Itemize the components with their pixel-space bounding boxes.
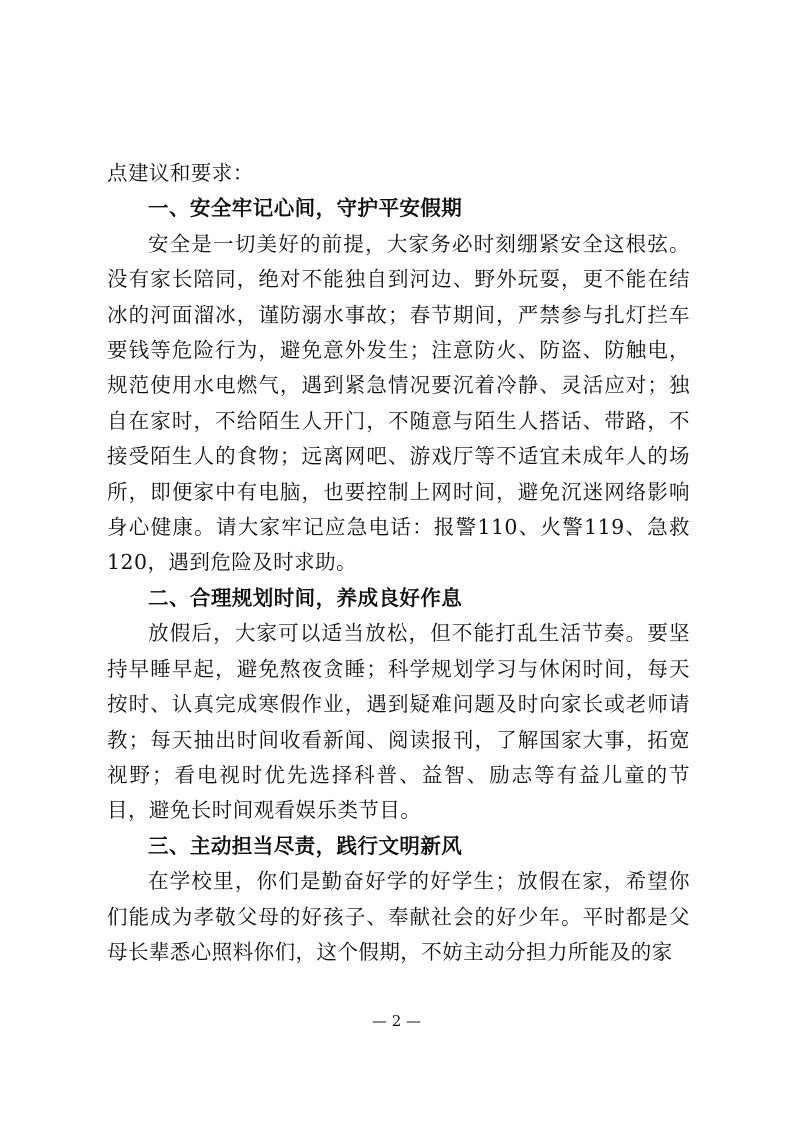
section-3-heading: 三、主动担当尽责，践行文明新风 bbox=[148, 833, 463, 858]
section-1-heading: 一、安全牢记心间，守护平安假期 bbox=[148, 196, 463, 221]
section-2-heading: 二、合理规划时间，养成良好作息 bbox=[148, 585, 463, 610]
section-1-body: 安全是一切美好的前提，大家务必时刻绷紧安全这根弦。没有家长陪同，绝对不能独自到河边、野外玩耍，更不能在结冰的河面溜冰，谨防溺水事故；春节期间，严禁参与扎灯拦车要钱等危险行为，避免意外发生；注意防火、防盗、防触电，规范使用水电燃气，遇到紧急情况要沉着冷静、灵活应对；独自在家时，不给陌生人开门，不随意与陌生人搭话、带路，不接受陌生人的食物；远离网吧、游戏厅等不适宜未成年人的场所，即便家中有电脑，也要控制上网时间，避免沉迷网络影响身心健康。请大家牢记应急电话：报警110、火警119、急救120，遇到危险及时求助。 bbox=[107, 231, 690, 575]
document-body bbox=[107, 156, 690, 970]
page-number: — 2 — bbox=[371, 1012, 422, 1030]
section-3-body: 在学校里，你们是勤奋好学的好学生；放假在家，希望你们能成为孝敬父母的好孩子、奉献社会的好少年。平时都是父母长辈悉心照料你们，这个假期，不妨主动分担力所能及的家 bbox=[107, 869, 690, 964]
lead-line: 点建议和要求： bbox=[107, 161, 254, 185]
section-2-body: 放假后，大家可以适当放松，但不能打乱生活节奏。要坚持早睡早起，避免熬夜贪睡；科学规划学习与休闲时间，每天按时、认真完成寒假作业，遇到疑难问题及时向家长或老师请教；每天抽出时间收看新闻、阅读报刊，了解国家大事，拓宽视野；看电视时优先选择科普、益智、励志等有益儿童的节目，避免长时间观看娱乐类节目。 bbox=[107, 621, 690, 823]
